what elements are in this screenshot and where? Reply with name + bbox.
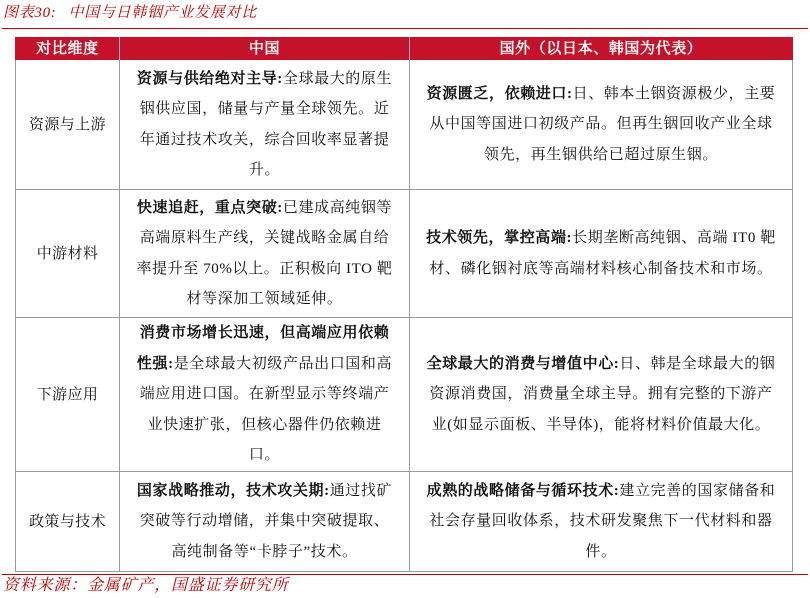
figure-title: 中国与日韩铟产业发展对比 [68,5,257,21]
foreign-cell [410,318,793,472]
china-cell [120,190,410,318]
foreign-description [423,349,779,441]
dimension-cell [15,190,120,318]
source-rule [2,574,808,575]
foreign-lead: 资源匮乏，依赖进口: [426,85,573,102]
header-dimension-label: 对比维度 [36,40,99,57]
dimension-cell [15,472,120,572]
china-text: 通过找矿突破等行动增储，并集中突破提取、高纯制备等“卡脖子”技术。 [139,482,393,560]
foreign-lead: 技术领先，掌控高端: [426,230,573,246]
china-text: 已建成高纯铟等高端原料生产线，关键战略金属自给率提升至 70%以上。正积极向 ITO 靶材等深加工领域延伸。 [136,199,393,307]
china-description [134,318,395,471]
comparison-table [15,37,793,572]
header-china-label: 中国 [248,40,281,57]
figure-label: 图表30: [3,5,57,21]
foreign-text: 建立完善的国家储备和社会存量回收体系，技术研发聚焦下一代材料和器件。 [429,482,776,560]
header-dimension-cell [15,37,120,60]
china-lead: 消费市场增长迅速，但高端应用依赖性强: [136,325,390,372]
china-text: 是全球最大初级产品出口国和高端应用进口国。在新型显示等终端产业快速扩张，但核心器件仍依赖进口。 [139,355,393,464]
dimension-label: 中游材料 [36,245,99,262]
foreign-text: 日、韩是全球最大的铟资源消费国，消费量全球主导。拥有完整的下游产业(如显示面板、半导体)，能将材料价值最大化。 [429,355,776,433]
foreign-description [423,79,779,171]
figure-caption [3,3,257,23]
china-cell [120,318,410,472]
foreign-text: 日、韩本土铟资源极少，主要从中国等国进口初级产品。但再生铟回收产业全球领先，再生铟供给已超过原生铟。 [429,85,776,163]
foreign-description [423,476,779,568]
dimension-label: 资源与上游 [28,116,106,133]
china-cell [120,472,410,572]
foreign-description [423,223,779,284]
foreign-lead: 成熟的战略储备与循环技术: [426,482,620,499]
china-description [134,476,395,568]
dimension-label: 下游应用 [36,386,99,403]
foreign-cell [410,190,793,318]
header-china-cell [120,37,410,60]
source-note: 资料来源：金属矿产，国盛证券研究所 [3,577,289,594]
caption-rule [2,28,808,29]
china-lead: 资源与供给绝对主导: [136,70,283,87]
foreign-text: 长期垄断高纯铟、高端 IT0 靶材、磷化铟衬底等高端材料核心制备技术和市场。 [429,230,776,277]
china-description [134,64,395,186]
china-lead: 快速追赶，重点突破: [136,199,283,216]
foreign-cell [410,60,793,190]
china-text: 全球最大的原生铟供应国，储量与产量全球领先。近年通过技术攻关，综合回收率显著提升。 [139,70,393,178]
foreign-lead: 全球最大的消费与增值中心: [426,355,620,372]
dimension-cell [15,60,120,190]
dimension-label: 政策与技术 [28,513,106,530]
foreign-cell [410,472,793,572]
china-lead: 国家战略推动，技术攻关期: [136,482,330,499]
china-cell [120,60,410,190]
china-description [134,193,395,315]
header-foreign-cell [410,37,793,60]
dimension-cell [15,318,120,472]
header-foreign-label: 国外（以日本、韩国为代表） [499,40,703,57]
